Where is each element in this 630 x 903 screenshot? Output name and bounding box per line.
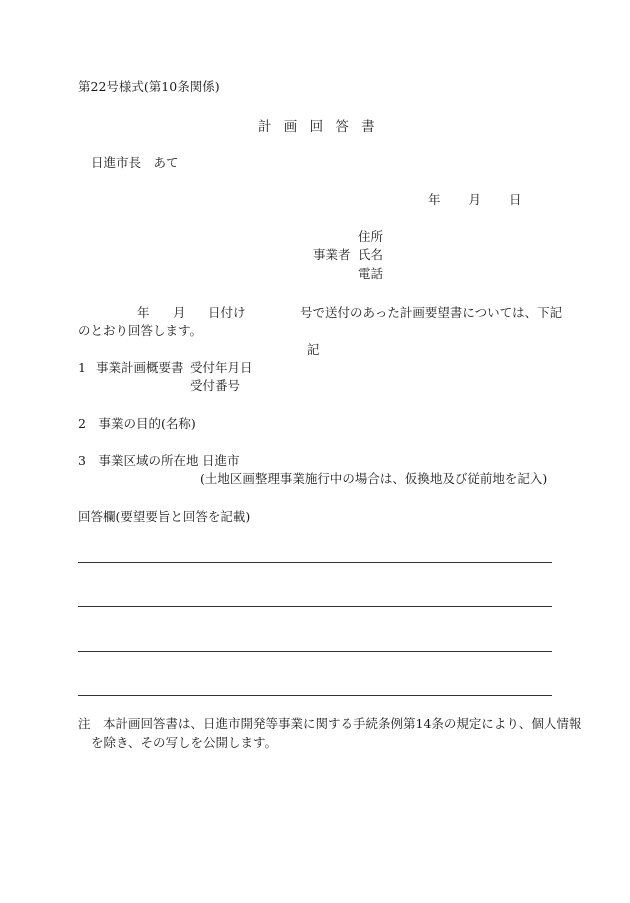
item2: 2 事業の目的(名称) — [78, 416, 196, 431]
date-line — [428, 192, 522, 208]
answer-line-4[interactable] — [78, 695, 552, 696]
item1-receipt-date: 受付年月日 — [190, 360, 253, 375]
item3-value: 日進市 — [202, 453, 240, 468]
body-month: 月 — [173, 305, 186, 320]
date-month: 月 — [468, 192, 482, 207]
item3-label: 3 事業区域の所在地 — [78, 453, 199, 468]
body-dated: 日付け — [208, 305, 246, 320]
body-line1-rest: 号で送付のあった計画要望書については、下記 — [300, 305, 563, 320]
item1-number: 1 — [78, 360, 86, 375]
date-day: 日 — [509, 192, 522, 207]
applicant-address-label: 住所 — [358, 229, 384, 244]
item3-note: (土地区画整理事業施行中の場合は、仮換地及び従前地を記入) — [200, 471, 548, 486]
ki-heading: 記 — [307, 342, 320, 357]
body-year: 年 — [137, 305, 150, 320]
applicant-phone-label: 電話 — [358, 266, 384, 281]
answer-line-1[interactable] — [78, 562, 552, 563]
addressee: 日進市長 あて — [91, 155, 179, 170]
note-line1: 本計画回答書は、日進市開発等事業に関する手続条例第14条の規定により、個人情報 — [103, 716, 582, 731]
body-line2: のとおり回答します。 — [78, 323, 203, 338]
applicant-name-label: 氏名 — [358, 247, 384, 262]
answer-line-2[interactable] — [78, 606, 552, 607]
item1-label: 事業計画概要書 — [96, 360, 184, 375]
form-number: 第22号様式(第10条関係) — [78, 79, 220, 94]
date-year: 年 — [428, 192, 441, 207]
note-label: 注 — [78, 716, 91, 731]
applicant-role: 事業者 — [313, 247, 351, 262]
document-title: 計 画 回 答 書 — [258, 119, 379, 135]
note-line2: を除き、その写しを公開します。 — [91, 735, 278, 750]
item1-receipt-number: 受付番号 — [190, 378, 241, 393]
answer-heading: 回答欄(要望要旨と回答を記載) — [78, 509, 251, 524]
answer-line-3[interactable] — [78, 651, 552, 652]
